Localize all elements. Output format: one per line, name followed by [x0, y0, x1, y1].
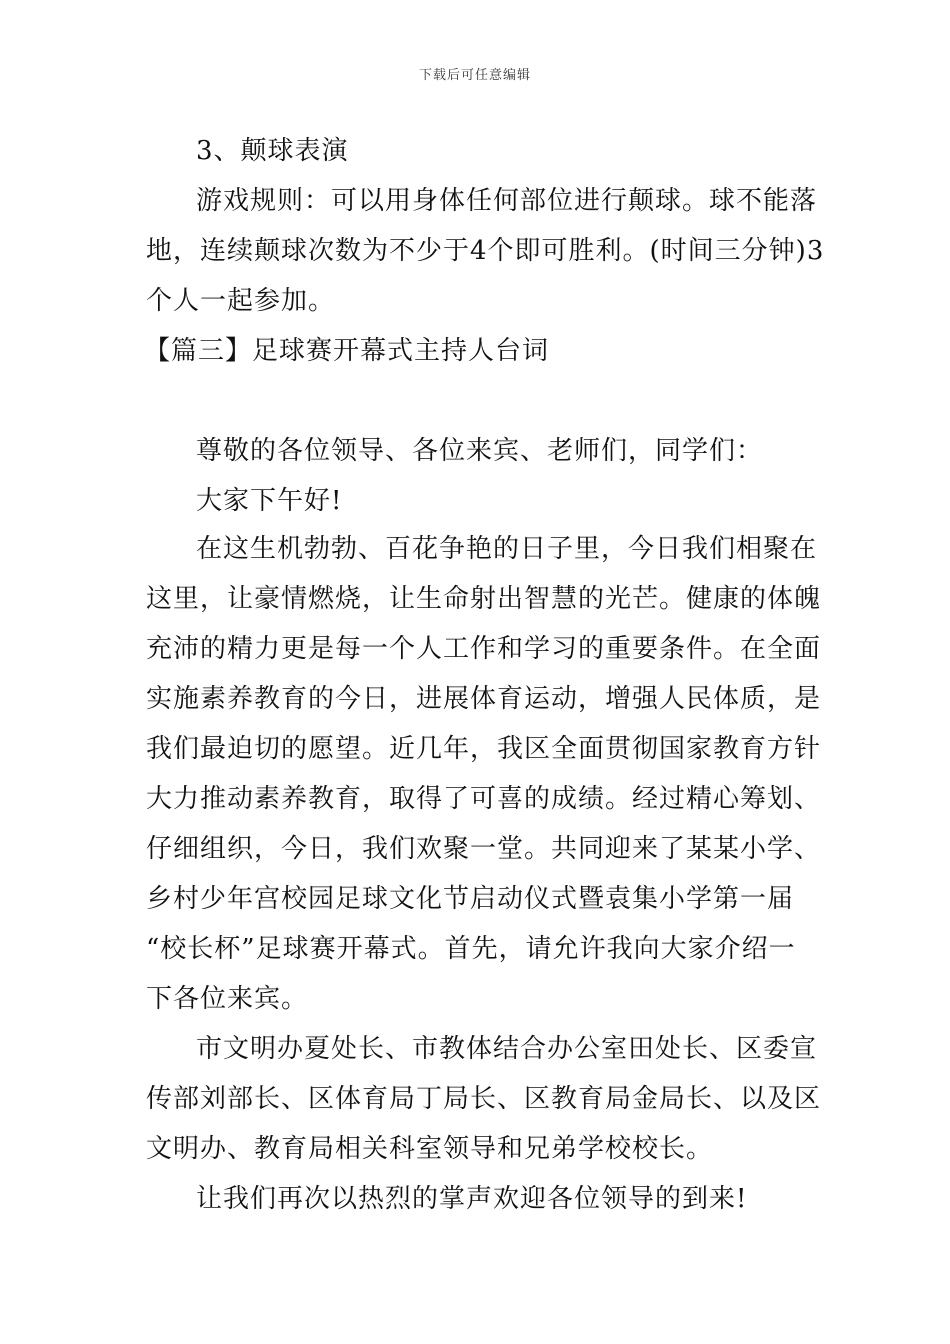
paragraph-2-line-3: 文明办、教育局相关科室领导和兄弟学校校长。	[146, 1134, 714, 1164]
game-rules-line-2: 地，连续颠球次数为不少于4个即可胜利。(时间三分钟)3	[146, 236, 825, 266]
section-item-title: 3、颠球表演	[196, 136, 349, 166]
game-rules-line-3: 个人一起参加。	[146, 286, 336, 316]
paragraph-1-line-8: 乡村少年宫校园足球文化节启动仪式暨袁集小学第一届	[146, 884, 795, 914]
greeting: 大家下午好!	[196, 486, 343, 516]
paragraph-1-line-10: 下各位来宾。	[146, 984, 309, 1014]
salutation: 尊敬的各位领导、各位来宾、老师们，同学们：	[196, 436, 764, 466]
paragraph-3-line-1: 让我们再次以热烈的掌声欢迎各位领导的到来!	[196, 1184, 748, 1214]
paragraph-1-line-1: 在这生机勃勃、百花争艳的日子里，今日我们相聚在	[196, 534, 818, 564]
paragraph-1-line-3: 充沛的精力更是每一个人工作和学习的重要条件。在全面	[146, 634, 822, 664]
paragraph-1-line-5: 我们最迫切的愿望。近几年，我区全面贯彻国家教育方针	[146, 734, 822, 764]
header-note: 下载后可任意编辑	[418, 68, 531, 83]
paragraph-1-line-2: 这里，让豪情燃烧，让生命射出智慧的光芒。健康的体魄	[146, 584, 822, 614]
paragraph-1-line-7: 仔细组织，今日，我们欢聚一堂。共同迎来了某某小学、	[146, 834, 822, 864]
chapter-heading: 【篇三】足球赛开幕式主持人台词	[144, 336, 550, 366]
paragraph-1-line-4: 实施素养教育的今日，进展体育运动，增强人民体质，是	[146, 684, 822, 714]
paragraph-1-line-6: 大力推动素养教育，取得了可喜的成绩。经过精心筹划、	[146, 784, 822, 814]
paragraph-1-line-9: “校长杯”足球赛开幕式。首先，请允许我向大家介绍一	[146, 934, 796, 964]
paragraph-2-line-1: 市文明办夏处长、市教体结合办公室田处长、区委宣	[196, 1034, 818, 1064]
paragraph-2-line-2: 传部刘部长、区体育局丁局长、区教育局金局长、以及区	[146, 1084, 822, 1114]
game-rules-line-1: 游戏规则：可以用身体任何部位进行颠球。球不能落	[196, 186, 818, 216]
